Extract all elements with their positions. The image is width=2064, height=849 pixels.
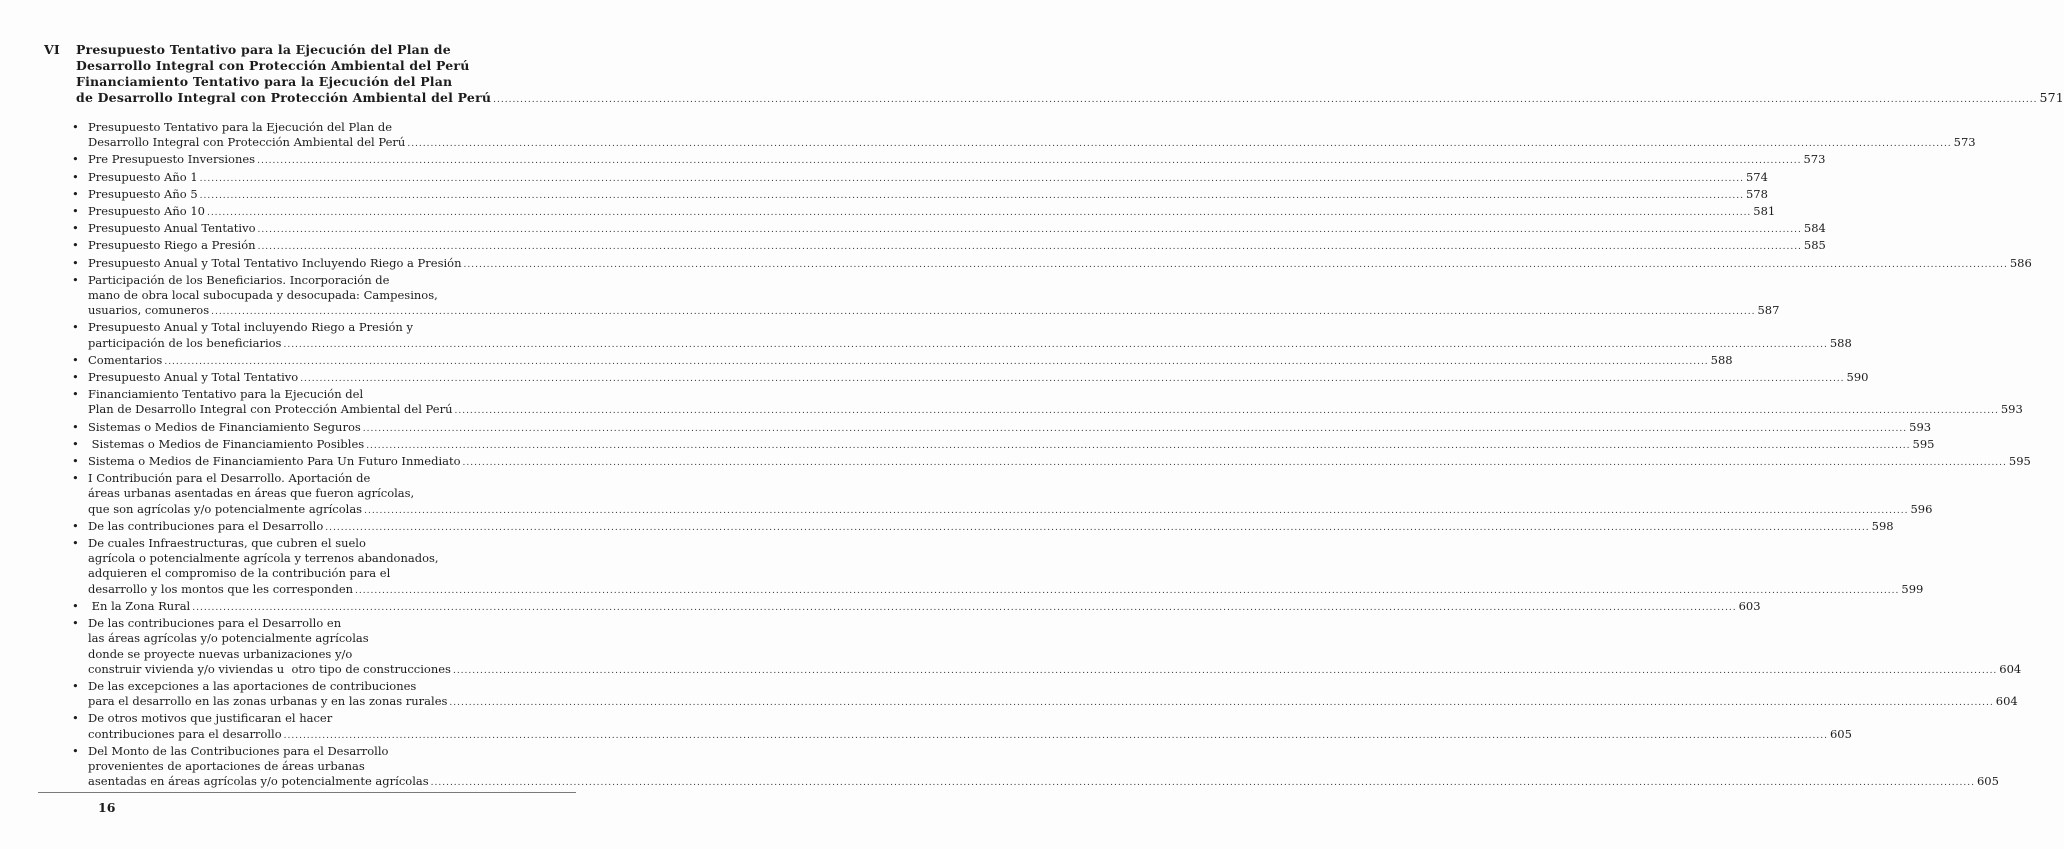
- toc-entry-line: [88, 221, 1826, 238]
- dot-leader: ................................................................................................................................................................................................................................................................................................................................................................................................................: [366, 440, 1911, 451]
- toc-entry-text: Plan de Desarrollo Integral con Protección Ambiental del Perú: [88, 402, 453, 417]
- toc-entry-text: De las excepciones a las aportaciones de contribuciones: [88, 678, 417, 693]
- toc-entry[interactable]: [72, 471, 1933, 519]
- bullet-icon: •: [72, 536, 79, 551]
- toc-entry-page-number: 578: [1745, 186, 1768, 201]
- dot-leader: ................................................................................................................................................................................................................................................................................................................................................................................................................: [211, 307, 1756, 318]
- dot-leader: ................................................................................................................................................................................................................................................................................................................................................................................................................: [325, 522, 1870, 533]
- toc-entry-text: Presupuesto Año 1: [88, 169, 198, 184]
- footer-rule: [38, 792, 576, 793]
- toc-entry-line: [88, 204, 1776, 221]
- toc-entry-text: áreas urbanas asentadas en áreas que fueron agrícolas,: [88, 486, 415, 501]
- toc-entry-line: [88, 647, 572, 662]
- dot-leader: ................................................................................................................................................................................................................................................................................................................................................................................................................: [257, 242, 1802, 253]
- toc-entry-line: [88, 303, 1780, 320]
- dot-leader: ................................................................................................................................................................................................................................................................................................................................................................................................................: [257, 156, 1802, 167]
- dot-leader: ................................................................................................................................................................................................................................................................................................................................................................................................................: [192, 602, 1737, 613]
- dot-leader: ................................................................................................................................................................................................................................................................................................................................................................................................................: [454, 406, 1999, 417]
- bullet-icon: •: [72, 352, 79, 367]
- toc-entry[interactable]: [72, 743, 1999, 792]
- toc-entry-line: [88, 352, 1733, 370]
- bullet-icon: •: [72, 454, 79, 469]
- toc-entry-text: contribuciones para el desarrollo: [88, 726, 282, 741]
- bullet-icon: •: [72, 120, 79, 134]
- toc-entry-text: las áreas agrícolas y/o potencialmente agrícolas: [88, 631, 369, 646]
- toc-entry-text: Participación de los Beneficiarios. Incorporación de: [88, 272, 390, 287]
- toc-entry-line: [88, 661, 2022, 679]
- toc-entry[interactable]: [72, 419, 1932, 437]
- toc-entry-page-number: 588: [1829, 335, 1852, 350]
- bullet-icon: •: [72, 186, 79, 201]
- toc-entry-text: De las contribuciones para el Desarrollo: [88, 518, 324, 533]
- dot-leader: ................................................................................................................................................................................................................................................................................................................................................................................................................: [355, 585, 1900, 596]
- toc-entry-line: [88, 711, 572, 726]
- bullet-icon: •: [72, 743, 79, 758]
- toc-entry-text: Presupuesto Anual Tentativo: [88, 221, 256, 236]
- toc-entry-text: De cuales Infraestructuras, que cubren el suelo: [88, 536, 366, 551]
- toc-entry-page-number: 604: [1999, 661, 2022, 676]
- toc-entry-text: usuarios, comuneros: [88, 303, 210, 318]
- chapter-title-line: [76, 58, 572, 74]
- toc-entry-text: donde se proyecte nuevas urbanizaciones y/o: [88, 646, 353, 661]
- toc-entry-line: [88, 536, 572, 551]
- dot-leader: ................................................................................................................................................................................................................................................................................................................................................................................................................: [199, 173, 1744, 184]
- bullet-icon: •: [72, 370, 79, 385]
- toc-entry-text: agrícola o potencialmente agrícola y terrenos abandonados,: [88, 551, 439, 566]
- toc-entry-text: Presupuesto Anual y Total Tentativo: [88, 370, 299, 385]
- dot-leader: ................................................................................................................................................................................................................................................................................................................................................................................................................: [283, 339, 1828, 350]
- toc-entry-text: Sistemas o Medios de Financiamiento Posibles: [88, 436, 365, 451]
- toc-entry-text: Financiamiento Tentativo para la Ejecución del: [88, 387, 364, 402]
- toc-entry-text: provenientes de aportaciones de áreas urbanas: [88, 758, 365, 773]
- toc-entry-page-number: 595: [2008, 454, 2031, 469]
- toc-entry-text: Presupuesto Año 10: [88, 204, 205, 219]
- toc-entry-line: [88, 598, 1761, 616]
- toc-entry-line: [88, 694, 2018, 711]
- toc-entry-text: Presupuesto Anual y Total incluyendo Riego a Presión y: [88, 320, 413, 335]
- dot-leader: ................................................................................................................................................................................................................................................................................................................................................................................................................: [462, 458, 2007, 469]
- toc-entry[interactable]: [72, 221, 1826, 238]
- chapter-title-line: [76, 42, 572, 58]
- toc-entry-text: Presupuesto Año 5: [88, 186, 198, 201]
- dot-leader: ................................................................................................................................................................................................................................................................................................................................................................................................................: [362, 423, 1908, 434]
- dot-leader: ................................................................................................................................................................................................................................................................................................................................................................................................................: [430, 778, 1975, 789]
- toc-entry-page-number: 593: [2000, 402, 2023, 417]
- toc-entry-line: [88, 152, 1826, 169]
- toc-entry-line: [88, 501, 1933, 519]
- dot-leader: ................................................................................................................................................................................................................................................................................................................................................................................................................: [300, 374, 1845, 385]
- bullet-icon: •: [72, 678, 79, 693]
- toc-entry-line: [88, 335, 1852, 353]
- toc-entry-text: Presupuesto Riego a Presión: [88, 238, 256, 253]
- dot-leader: ................................................................................................................................................................................................................................................................................................................................................................................................................: [257, 225, 1802, 236]
- bullet-icon: •: [72, 616, 79, 631]
- toc-entry-line: [88, 679, 572, 694]
- toc-entry-text: I Contribución para el Desarrollo. Aportación de: [88, 471, 371, 486]
- toc-entry-page-number: 599: [1901, 581, 1924, 596]
- toc-entry-page-number: 604: [1995, 694, 2018, 709]
- toc-entry-text: Sistema o Medios de Financiamiento Para Un Futuro Inmediato: [88, 454, 461, 469]
- toc-entry[interactable]: [72, 204, 1776, 221]
- toc-entry-line: [88, 551, 572, 566]
- chapter-title-text: Desarrollo Integral con Protección Ambiental del Perú: [76, 58, 470, 73]
- bullet-icon: •: [72, 255, 79, 270]
- toc-entry-page-number: 586: [2009, 255, 2032, 270]
- dot-leader: ................................................................................................................................................................................................................................................................................................................................................................................................................: [463, 259, 2008, 270]
- chapter-number: VI: [44, 42, 60, 57]
- toc-entry-line: [88, 436, 1935, 454]
- toc-entry-line: [88, 238, 1826, 255]
- toc-entry-line: [88, 186, 1768, 204]
- toc-entry-text: Del Monto de las Contribuciones para el Desarrollo: [88, 743, 389, 758]
- dot-leader: ................................................................................................................................................................................................................................................................................................................................................................................................................: [493, 95, 2038, 105]
- chapter-title-text: Presupuesto Tentativo para la Ejecución del Plan de: [76, 42, 451, 57]
- toc-entry-text: Pre Presupuesto Inversiones: [88, 152, 256, 167]
- bullet-icon: •: [72, 204, 79, 219]
- toc-entry-line: [88, 631, 572, 646]
- dot-leader: ................................................................................................................................................................................................................................................................................................................................................................................................................: [283, 730, 1828, 741]
- toc-entry-text: Sistemas o Medios de Financiamiento Seguros: [88, 419, 361, 434]
- toc-entry-page-number: 598: [1871, 518, 1894, 533]
- toc-entry[interactable]: [72, 152, 1826, 169]
- toc-entry-text: De otros motivos que justificaran el hacer: [88, 711, 333, 726]
- toc-entry-line: [88, 471, 572, 486]
- toc-entry[interactable]: [72, 518, 1894, 536]
- bullet-icon: •: [72, 518, 79, 533]
- toc-entry-text: participación de los beneficiarios: [88, 335, 282, 350]
- toc-entry-line: [88, 454, 2031, 471]
- toc-entry-page-number: 605: [1976, 774, 1999, 789]
- toc-entry-page-number: 590: [1846, 370, 1869, 385]
- toc-entry[interactable]: [72, 678, 2018, 711]
- toc-entry[interactable]: [72, 616, 2022, 679]
- toc-entry[interactable]: [72, 711, 1852, 743]
- chapter-title-line: [76, 74, 572, 90]
- toc-entry-line: [88, 370, 1869, 387]
- toc-entry-page-number: 584: [1803, 221, 1826, 236]
- bullet-icon: •: [72, 152, 79, 167]
- chapter-title-text: de Desarrollo Integral con Protección Ambiental del Perú: [76, 90, 492, 105]
- toc-entry-page-number: 595: [1912, 436, 1935, 451]
- toc-entry[interactable]: [72, 186, 1768, 204]
- toc-entry-line: [88, 774, 1999, 791]
- toc-entry-page-number: 573: [1803, 152, 1826, 167]
- bullet-icon: •: [72, 711, 79, 726]
- bullet-icon: •: [72, 238, 79, 253]
- toc-entry-text: mano de obra local subocupada y desocupada: Campesinos,: [88, 288, 438, 303]
- bullet-icon: •: [72, 272, 79, 287]
- toc-entry-text: Presupuesto Tentativo para la Ejecución del Plan de: [88, 120, 393, 134]
- page-number: 16: [98, 800, 116, 815]
- dot-leader: ................................................................................................................................................................................................................................................................................................................................................................................................................: [452, 665, 1998, 676]
- bullet-icon: •: [72, 387, 79, 402]
- toc-entry-page-number: 588: [1710, 352, 1733, 367]
- toc-entry-page-number: 603: [1738, 598, 1761, 613]
- toc-entry-page-number: 605: [1829, 726, 1852, 741]
- toc-entry[interactable]: [72, 272, 1780, 321]
- toc-entry-text: En la Zona Rural: [88, 598, 191, 613]
- toc-entry[interactable]: [72, 370, 1869, 387]
- toc-entry-page-number: 593: [1909, 419, 1932, 434]
- dot-leader: ................................................................................................................................................................................................................................................................................................................................................................................................................: [407, 139, 1952, 150]
- dot-leader: ................................................................................................................................................................................................................................................................................................................................................................................................................: [199, 190, 1744, 201]
- dot-leader: ................................................................................................................................................................................................................................................................................................................................................................................................................: [364, 505, 1909, 516]
- toc-entry-text: desarrollo y los montos que les corresponden: [88, 581, 354, 596]
- chapter-page-number: 571: [2039, 90, 2064, 105]
- bullet-icon: •: [72, 169, 79, 184]
- toc-entry-text: para el desarrollo en las zonas urbanas y en las zonas rurales: [88, 694, 448, 709]
- toc-entry[interactable]: [72, 436, 1935, 454]
- toc-entry-line: [88, 616, 572, 631]
- toc-entry-text: Presupuesto Anual y Total Tentativo Incluyendo Riego a Presión: [88, 255, 462, 270]
- toc-entry-page-number: 573: [1953, 135, 1976, 150]
- toc-entry-page-number: 596: [1910, 501, 1933, 516]
- toc-entry-text: adquieren el compromiso de la contribución para el: [88, 566, 391, 581]
- toc-entry[interactable]: [72, 255, 2032, 273]
- toc-entry-page-number: 574: [1745, 169, 1768, 184]
- chapter-title-line: [76, 90, 2064, 108]
- toc-entry-line: [88, 320, 572, 335]
- toc-entry[interactable]: [72, 387, 2023, 419]
- toc-entry-line: [88, 120, 572, 135]
- toc-entry-line: [88, 402, 2023, 419]
- toc-entry[interactable]: [72, 169, 1768, 187]
- toc-entry[interactable]: [72, 238, 1826, 255]
- toc-entry[interactable]: [72, 454, 2031, 471]
- toc-entry-page-number: 585: [1803, 238, 1826, 253]
- toc-entry-line: [88, 566, 572, 581]
- toc-entry-line: [88, 273, 572, 288]
- toc-entry-line: [88, 169, 1768, 187]
- toc-entry-line: [88, 581, 1924, 599]
- toc-entry-text: Comentarios: [88, 352, 163, 367]
- chapter-title: [76, 42, 2064, 108]
- dot-leader: ................................................................................................................................................................................................................................................................................................................................................................................................................: [449, 698, 1994, 709]
- toc-entry[interactable]: [72, 598, 1761, 616]
- bullet-icon: •: [72, 471, 79, 486]
- toc-entry-line: [88, 288, 572, 303]
- toc-entry-line: [88, 518, 1894, 536]
- toc-entry-line: [88, 387, 572, 402]
- dot-leader: ................................................................................................................................................................................................................................................................................................................................................................................................................: [164, 356, 1709, 367]
- toc-entry-line: [88, 726, 1852, 744]
- toc-entry-page-number: 587: [1757, 303, 1780, 318]
- toc-entry-text: construir vivienda y/o viviendas u otro tipo de construcciones: [88, 661, 451, 676]
- toc-entry-list: [72, 120, 2032, 791]
- chapter-title-text: Financiamiento Tentativo para la Ejecución del Plan: [76, 74, 453, 89]
- toc-entry-line: [88, 486, 572, 501]
- bullet-icon: •: [72, 436, 79, 451]
- dot-leader: ................................................................................................................................................................................................................................................................................................................................................................................................................: [206, 208, 1752, 219]
- bullet-icon: •: [72, 419, 79, 434]
- toc-entry-text: De las contribuciones para el Desarrollo en: [88, 616, 342, 631]
- toc-entry-line: [88, 759, 572, 774]
- toc-entry-text: Desarrollo Integral con Protección Ambiental del Perú: [88, 135, 406, 150]
- toc-entry-page-number: 581: [1753, 204, 1776, 219]
- bullet-icon: •: [72, 320, 79, 335]
- bullet-icon: •: [72, 598, 79, 613]
- toc-entry-line: [88, 744, 572, 759]
- toc-entry-line: [88, 135, 1976, 152]
- toc-entry-text: asentadas en áreas agrícolas y/o potencialmente agrícolas: [88, 774, 429, 789]
- toc-entry-text: que son agrícolas y/o potencialmente agrícolas: [88, 501, 363, 516]
- toc-entry[interactable]: [72, 536, 1924, 599]
- toc-entry[interactable]: [72, 320, 1852, 352]
- toc-entry-line: [88, 419, 1932, 437]
- toc-entry[interactable]: [72, 120, 1976, 152]
- toc-entry[interactable]: [72, 352, 1733, 370]
- toc-entry-line: [88, 255, 2032, 273]
- bullet-icon: •: [72, 221, 79, 236]
